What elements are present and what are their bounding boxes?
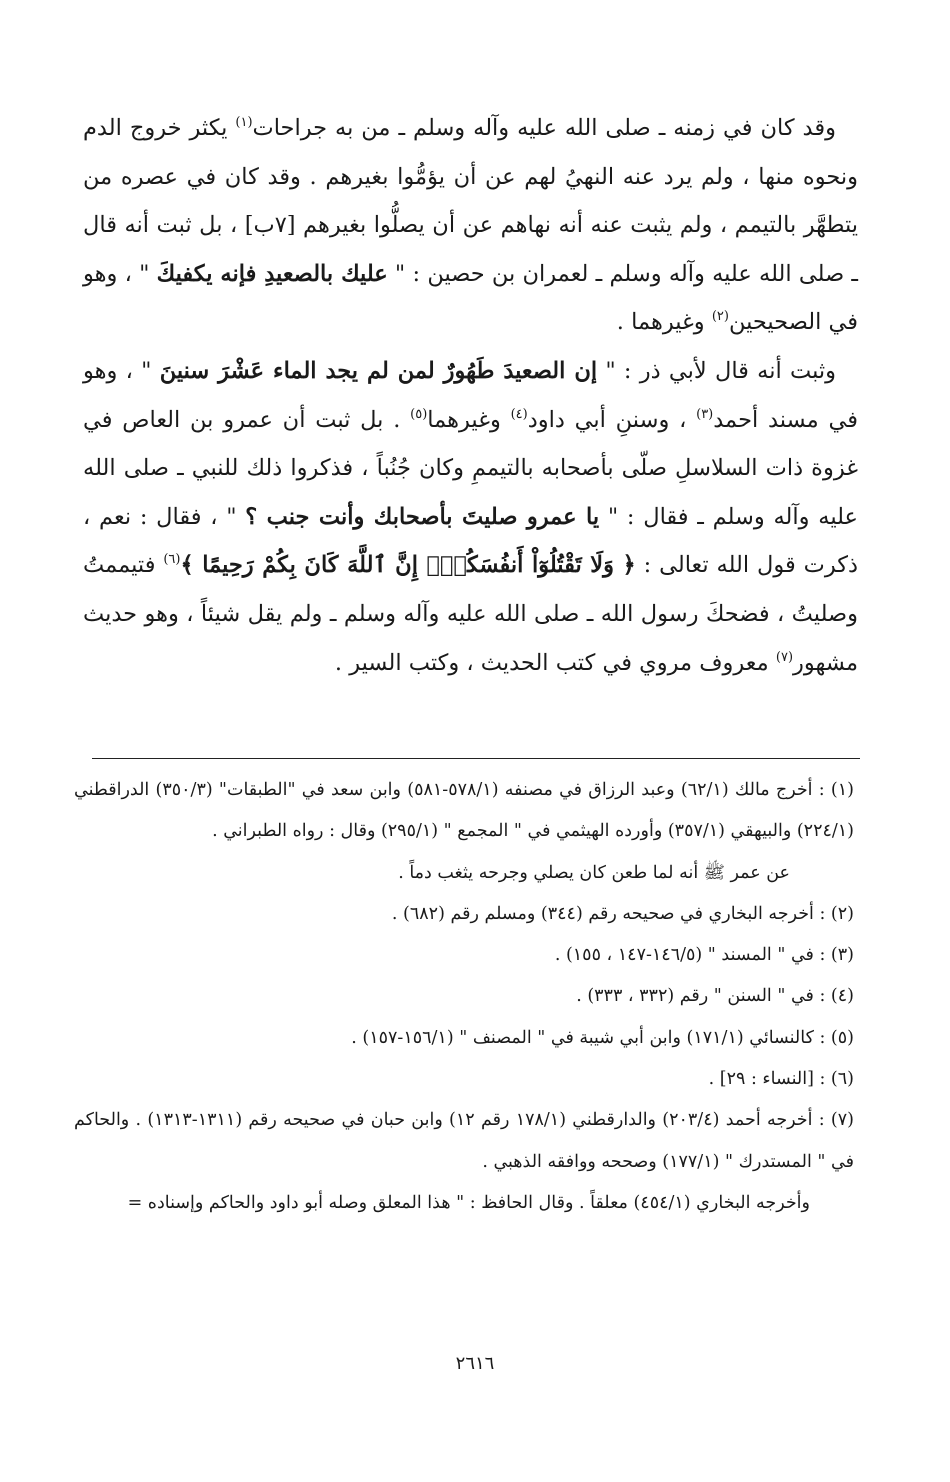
footnote-ref-3: (٣) [696, 406, 714, 422]
main-text [83, 104, 858, 687]
text-segment: وثبت أنه قال لأبي ذر : " [597, 357, 836, 384]
hadith-quote: إن الصعيدَ طَهُورٌ لمن لم يجد الماء عَشْرَ سنينَ [159, 357, 598, 384]
footnote-5: (٥) : كالنسائي (١٧١/١) وابن أبي شيبة في " المصنف " (١٥٦/١-١٥٧) . [351, 1027, 854, 1048]
footnote-7: (٧) : أخرجه أحمد (٢٠٣/٤) والدارقطني (١٧٨/١ رقم ١٢) وابن حبان في صحيحه رقم (١٣١١-١٣١٣) . والحاكم في " المستدرك " (١٧٧/١) وصححه ووافقه الذهبي . [74, 1110, 854, 1172]
text-segment: " ، فقال : نعم ، ذكرت قول الله تعالى : [83, 503, 858, 579]
footnote-3: (٣) : في " المسند " (١٤٦/٥-١٤٧ ، ١٥٥) . [554, 945, 854, 966]
footnote-6: (٦) : [النساء : ٢٩] . [708, 1069, 854, 1090]
hadith-quote: عليك بالصعيدِ فإنه يكفيكَ [156, 260, 388, 287]
footnote-ref-4: (٤) [510, 406, 528, 422]
text-segment: وغيرهما . [616, 309, 712, 336]
text-segment: " ، وهو في مسند أحمد [83, 357, 858, 433]
footnotes [74, 770, 854, 1224]
footnote-2: (٢) : أخرجه البخاري في صحيحه رقم (٣٤٤) ومسلم رقم (٦٨٢) . [391, 903, 854, 924]
footnote-ref-1: (١) [235, 115, 253, 130]
footnote-divider [92, 758, 860, 759]
text-segment: " ، وهو في الصحيحين [83, 260, 858, 336]
text-segment: فتيممتُ وصليتُ ، فضحكَ رسول الله ـ صلى الله عليه وآله وسلم ـ ولم يقل شيئاً ، وهو حديث مشهور [83, 552, 858, 676]
quran-verse: ﴿ وَلَا تَقْتُلُوٓاْ أَنفُسَكُمْۚ إِنَّ ٱللَّهَ كَانَ بِكُمْ رَحِيمًا ﴾ [180, 552, 636, 579]
footnote-ref-5: (٥) [410, 406, 428, 422]
page-number: ٢٦١٦ [455, 1353, 495, 1374]
footnote-ref-6: (٦) [163, 552, 181, 568]
text-segment: يكثر خروج الدم ونحوه منها ، ولم يرد عنه النهيُ لهم عن أن يؤمُّوا بغيرهم . وقد كان في عصره من يتطهَّر بالتيمم ، ولم يثبت عنه أنه نهاهم عن أن يصلُّوا بغيرهم [٧ب] ، بل ثبت أنه قال ـ صلى الله عليه وآله وسلم ـ لعمران بن حصين : " [83, 115, 859, 287]
text-segment: معروف مروي في كتب الحديث ، وكتب السير . [334, 649, 776, 676]
paragraph-1 [83, 104, 858, 347]
footnote-ref-2: (٢) [711, 309, 729, 325]
footnote-7-continuation: وأخرجه البخاري (٤٥٤/١) معلقاً . وقال الحافظ : " هذا المعلق وصله أبو داود والحاكم وإسناده = [127, 1192, 810, 1213]
footnote-1-continuation: عن عمر ﷺ أنه لما طعن كان يصلي وجرحه يثغب دماً . [398, 862, 790, 883]
text-segment: وغيرهما [427, 406, 511, 433]
footnote-ref-7: (٧) [775, 649, 794, 665]
paragraph-2 [83, 347, 858, 687]
text-segment: وقد كان في زمنه ـ صلى الله عليه وآله وسلم ـ من به جراحات [252, 115, 836, 141]
text-segment: ، وسننِ أبي داود [527, 406, 697, 433]
hadith-quote: يا عمرو صليتَ بأصحابك وأنت جنب ؟ [245, 503, 600, 530]
footnote-1: (١) : أخرج مالك (٦٢/١) وعبد الرزاق في مصنفه (٥٧٨/١-٥٨١) وابن سعد في "الطبقات" (٣٥٠/٣) الدراقطني (٢٢٤/١) والبيهقي (٣٥٧/١) وأورده الهيثمي في " المجمع " (٢٩٥/١) وقال : رواه الطبراني . [74, 780, 854, 842]
footnote-4: (٤) : في " السنن " رقم (٣٣٢ ، ٣٣٣) . [576, 986, 854, 1007]
text-segment: . بل ثبت أن عمرو بن العاص في غزوة ذات السلاسلِ صلّى بأصحابه بالتيممِ وكان جُنُباً ، فذكروا ذلك للنبي ـ صلى الله عليه وآله وسلم ـ فقال : " [83, 406, 858, 530]
